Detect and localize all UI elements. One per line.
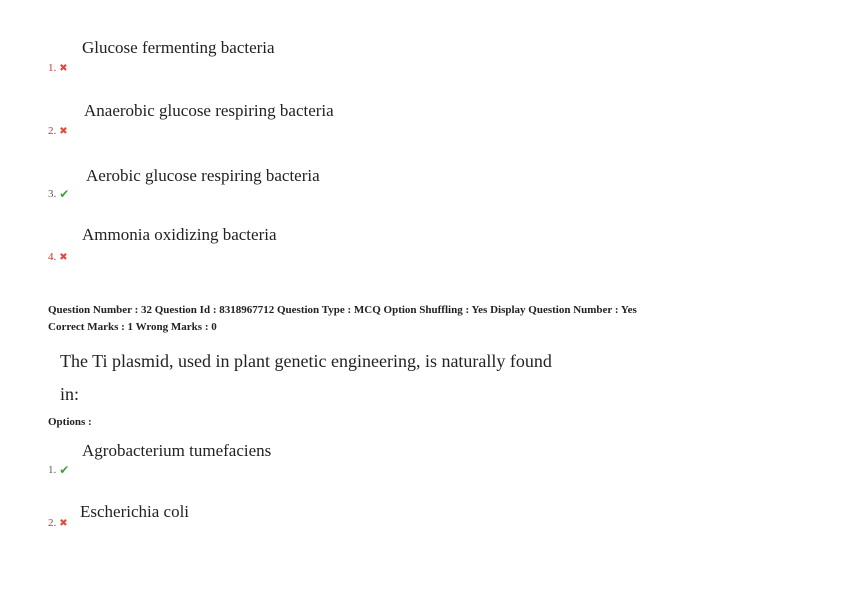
option-number xyxy=(48,62,68,74)
options-label: Options : xyxy=(48,416,92,428)
question-text: The Ti plasmid, used in plant genetic engineering, is naturally found xyxy=(60,351,552,371)
option-number xyxy=(48,463,69,477)
check-icon: ✔ xyxy=(59,463,70,477)
option-text: Agrobacterium tumefaciens xyxy=(82,441,272,460)
option-number-label: 1. xyxy=(48,62,57,74)
option-number-label: 4. xyxy=(48,251,57,263)
option-number xyxy=(48,251,68,263)
option-number-label: 2. xyxy=(48,517,57,529)
cross-icon: ✖ xyxy=(59,125,68,137)
option-number xyxy=(48,517,68,529)
option-number xyxy=(48,125,68,137)
option-text: Escherichia coli xyxy=(80,502,190,521)
option-text: Glucose fermenting bacteria xyxy=(82,38,275,57)
option-number-label: 1. xyxy=(48,464,57,476)
option-text: Anaerobic glucose respiring bacteria xyxy=(84,101,334,120)
cross-icon: ✖ xyxy=(59,517,68,529)
option-number-label: 3. xyxy=(48,188,57,200)
question-text-continued: in: xyxy=(60,384,80,404)
option-text: Aerobic glucose respiring bacteria xyxy=(86,166,320,185)
option-text: Ammonia oxidizing bacteria xyxy=(82,225,277,244)
question-meta: Question Number : 32 Question Id : 8318967712 Question Type : MCQ Option Shuffling : Yes Display Question Number : Yes xyxy=(48,304,637,316)
cross-icon: ✖ xyxy=(59,251,68,263)
option-number xyxy=(48,187,69,201)
option-number-label: 2. xyxy=(48,125,57,137)
check-icon: ✔ xyxy=(59,187,70,201)
marks-meta: Correct Marks : 1 Wrong Marks : 0 xyxy=(48,321,217,333)
cross-icon: ✖ xyxy=(59,62,68,74)
